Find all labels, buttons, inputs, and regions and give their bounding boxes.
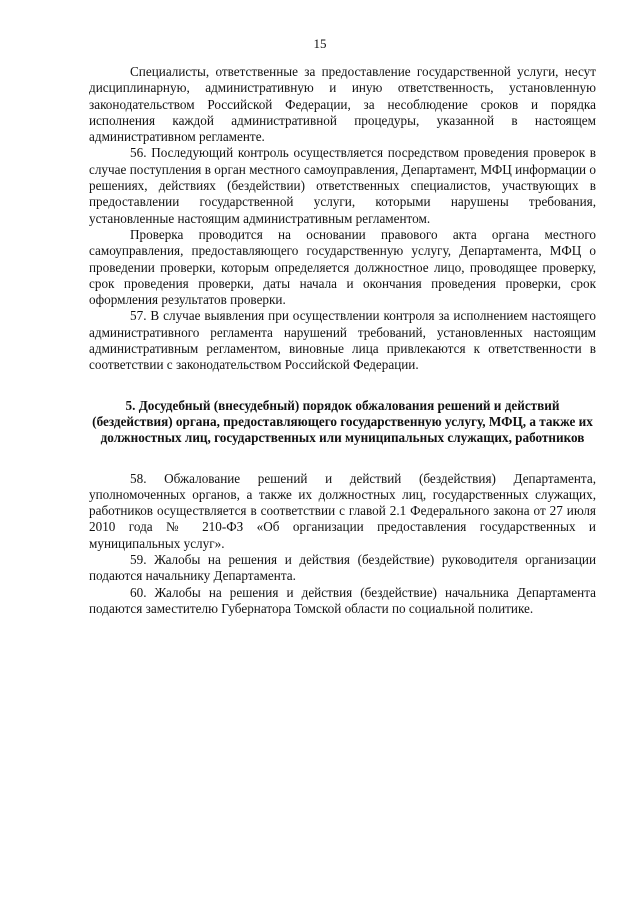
paragraph-56: 56. Последующий контроль осуществляется посредством проведения проверок в случае поступления в орган местного самоуправления, Департамент, МФЦ информации о решениях, действиях (бездействии) ответственных специалистов, участвующих в предоставлении государственной услуги, которыми нарушены требования, установленные настоящим административным регламентом. (89, 145, 596, 226)
paragraph-59: 59. Жалобы на решения и действия (бездействие) руководителя организации подаются начальнику Департамента. (89, 552, 596, 584)
section-heading-5: 5. Досудебный (внесудебный) порядок обжалования решений и действий (бездействия) органа, предоставляющего государственную услугу, МФЦ, а также их должностных лиц, государственных или муниципальных служащих, работников (92, 397, 593, 446)
paragraph-60: 60. Жалобы на решения и действия (бездействие) начальника Департамента подаются заместителю Губернатора Томской области по социальной политике. (89, 584, 596, 616)
paragraph-58: 58. Обжалование решений и действий (бездействия) Департамента, уполномоченных органов, а также их должностных лиц, государственных служащих, работников осуществляется в соответствии с главой 2.1 Федерального закона от 27 июля 2010 года № 210-ФЗ «Об организации предоставления государственных и муниципальных услуг». (89, 470, 596, 551)
paragraph-inspection: Проверка проводится на основании правового акта органа местного самоуправления, предоставляющего государственную услугу, Департамента, МФЦ о проведении проверки, которым определяется должностное лицо, проводящее проверку, срок проведения проверки, даты начала и окончания проведения проверки, срок оформления результатов проверки. (89, 226, 596, 308)
document-body (89, 64, 596, 617)
paragraph-57: 57. В случае выявления при осуществлении контроля за исполнением настоящего административного регламента нарушений требований, установленных настоящим административным регламентом, виновные лица привлекаются к ответственности в соответствии с законодательством Российской Федерации. (89, 308, 596, 373)
page-number: 15 (313, 36, 327, 51)
paragraph-responsibility: Специалисты, ответственные за предоставление государственной услуги, несут дисциплинарную, административную и иную ответственность, установленную законодательством Российской Федерации, за несоблюдение сроков и порядка исполнения каждой административной процедуры, указанной в настоящем административном регламенте. (89, 64, 596, 145)
